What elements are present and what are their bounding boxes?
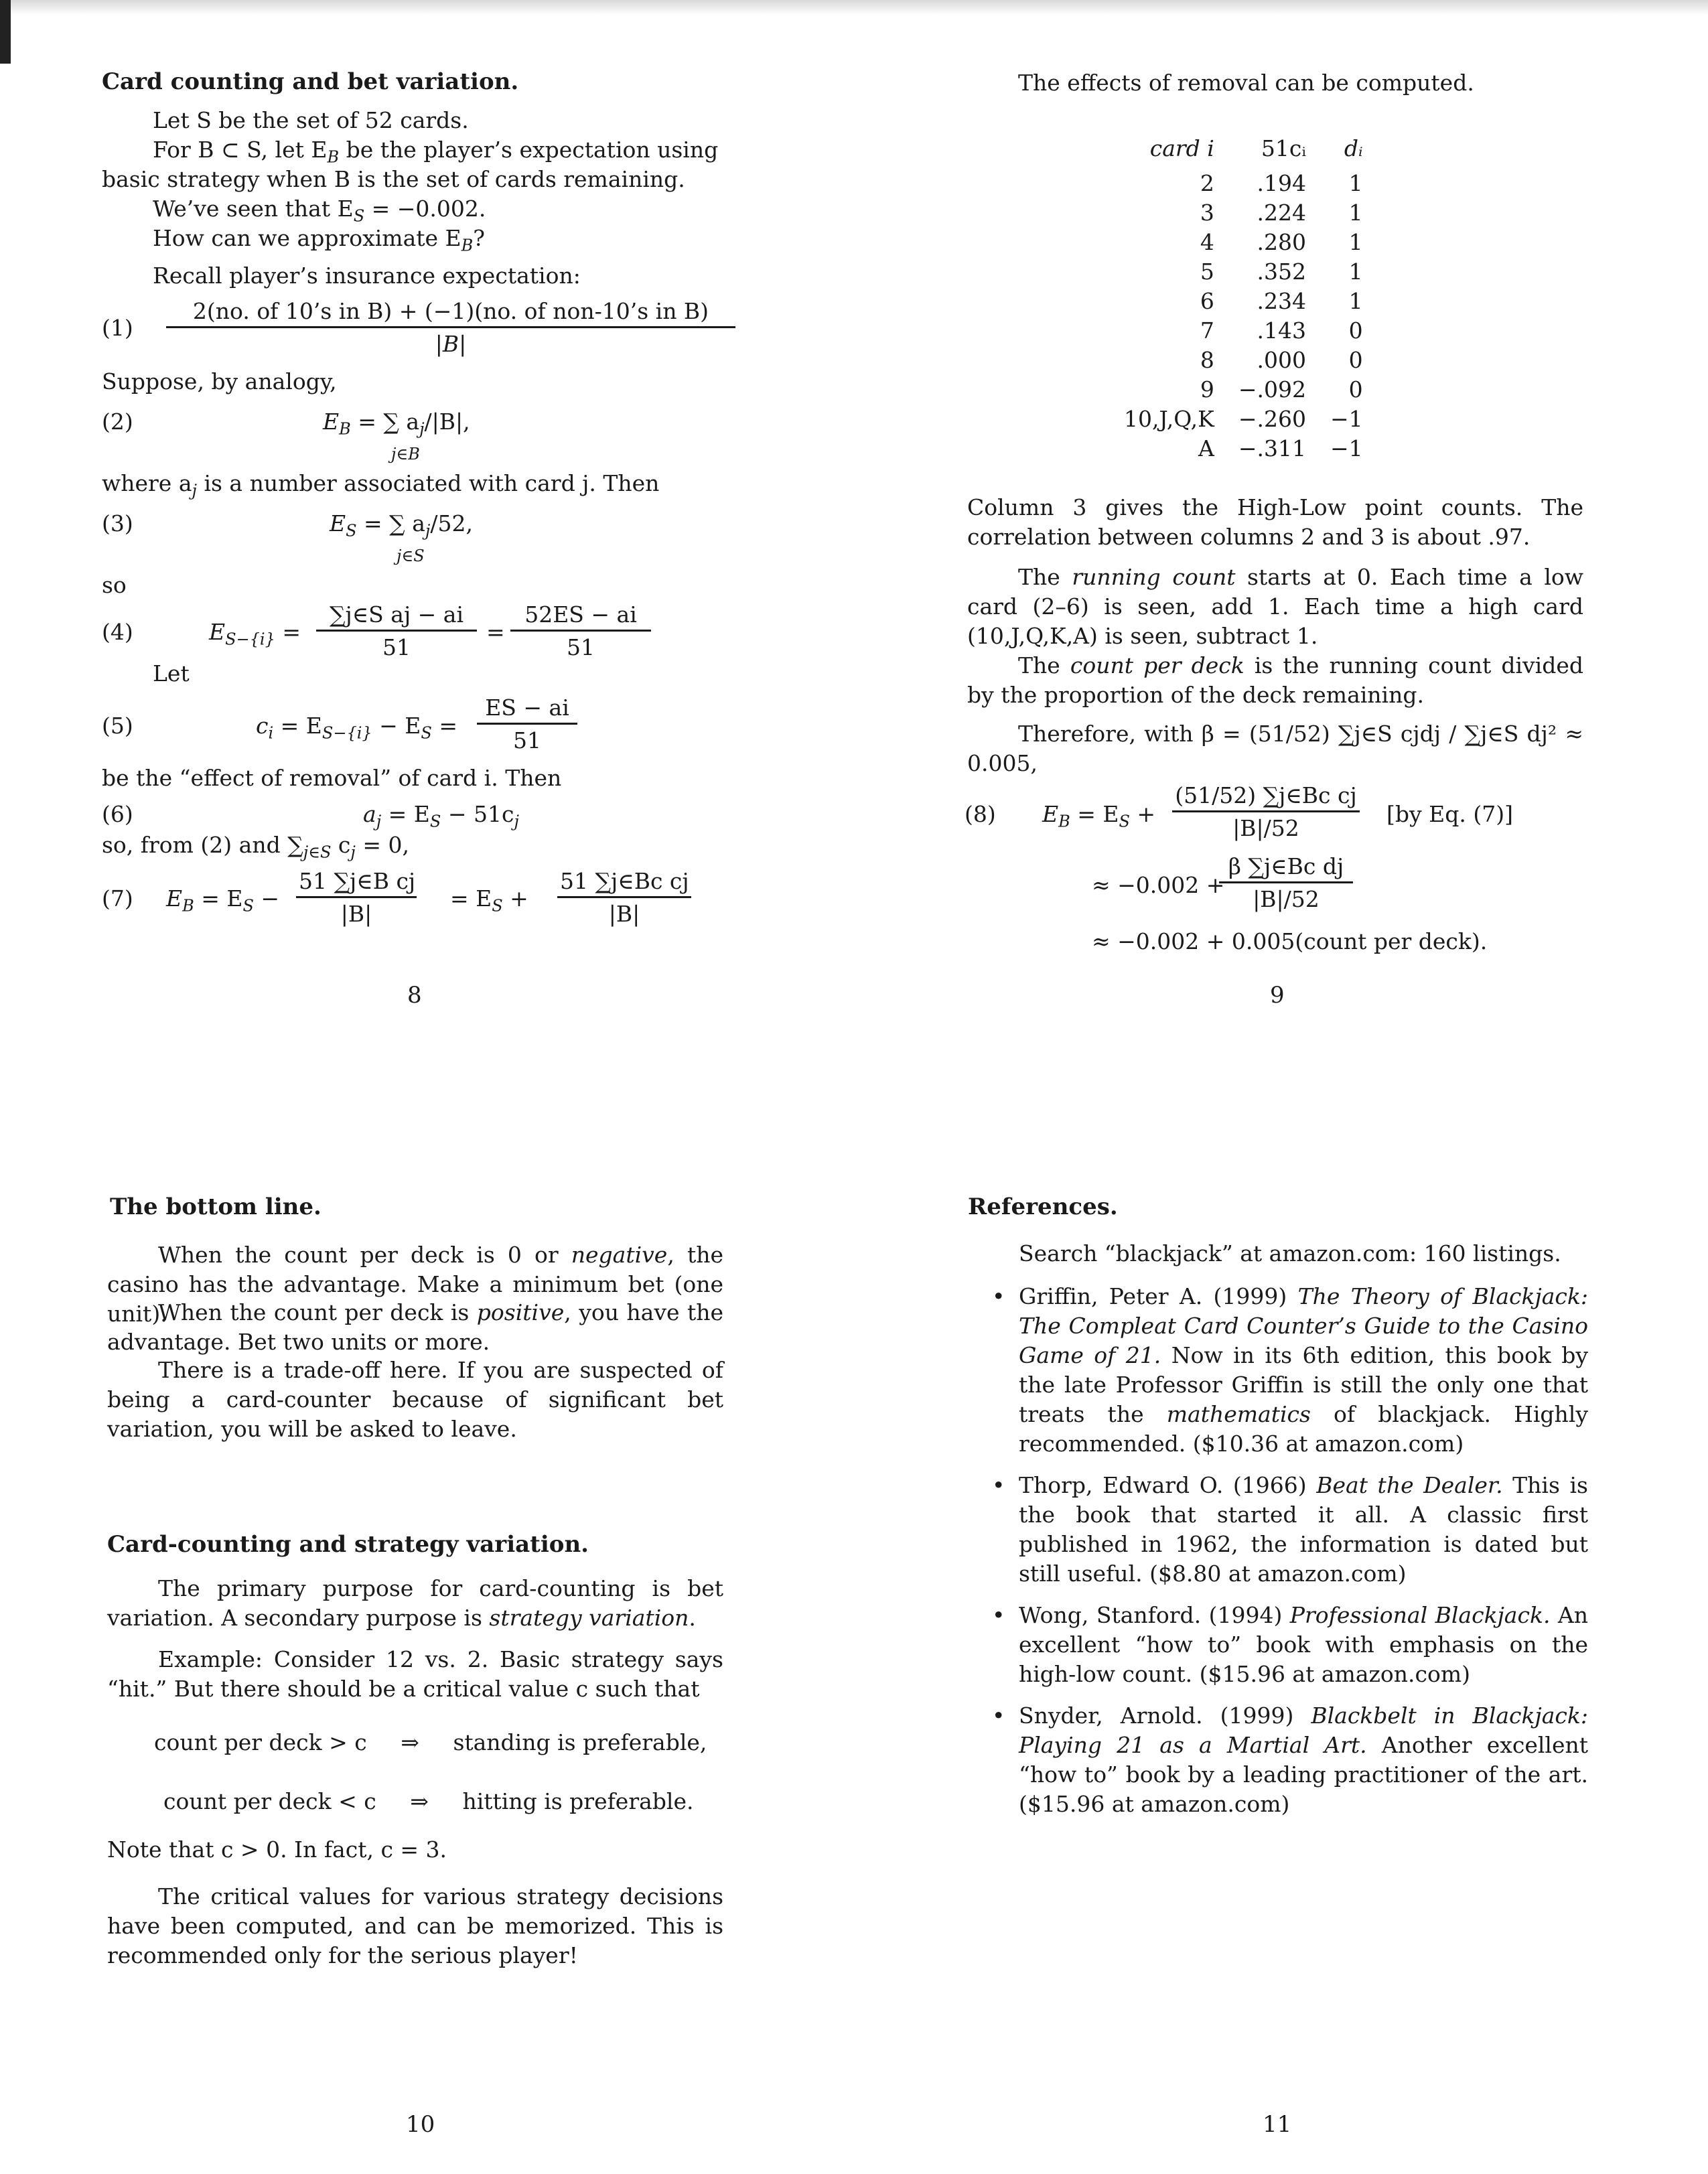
list-item: • Wong, Stanford. (1994) Professional Blackjack. An excellent “how to” book with emphasis on the high-low count. ($15.96 at amazon.com): [992, 1602, 1588, 1687]
bullet: •: [992, 1602, 1005, 1628]
text-line: so, from (2) and $\sum_{j\in S}$ $c_j = 0$,: [102, 832, 409, 862]
rule-line: count per deck < c ⇒ hitting is preferable.: [163, 1788, 694, 1814]
text-line: Let: [153, 660, 190, 686]
equation-8-line3: ≈ −0.002 + 0.005(count per deck).: [1092, 928, 1488, 954]
text-line: For B ⊂ S, let $E_B$ be the player’s expectation using: [153, 137, 719, 167]
paragraph: When the count per deck is 0 or negative, the casino has the advantage. Make a minimum bet (one unit).: [107, 1242, 723, 1327]
paragraph: The running count starts at 0. Each time a low card (2–6) is seen, add 1. Each time a high card (10,J,Q,K,A) is seen, subtract 1.: [967, 564, 1584, 649]
equation-4-fraction: $\frac{\text{∑j∈S aj − ai}}{51}$: [316, 600, 477, 662]
reference-list: [992, 1282, 1588, 1831]
text-line: Search “blackjack” at amazon.com: 160 listings.: [1019, 1240, 1561, 1266]
bullet: •: [992, 1702, 1005, 1729]
section-title: Card counting and bet variation.: [102, 68, 519, 95]
table-header: dᵢ: [1344, 135, 1363, 161]
text-line: We’ve seen that $E_S = -0.002$.: [153, 196, 486, 226]
table-row: 7 .143 0: [1200, 317, 1363, 344]
page-9: [965, 67, 1587, 1031]
table-row: 5 .352 1: [1200, 259, 1363, 285]
page-number: 9: [1270, 982, 1285, 1009]
page-8: [102, 67, 731, 1031]
paragraph: Column 3 gives the High-Low point counts. The correlation between columns 2 and 3 is about .97.: [967, 494, 1583, 550]
equation-2: $E_B$ = ∑ $a_j/|B|$,: [323, 409, 470, 439]
section-title: The bottom line.: [110, 1193, 322, 1220]
text-line: Suppose, by analogy,: [102, 368, 337, 394]
equation-8-line2: ≈ −0.002 +: [1092, 872, 1225, 898]
equation-7-mid: = $E_S$ +: [450, 885, 528, 916]
equation-number: (2): [102, 409, 133, 435]
sum-index: j∈S: [397, 547, 425, 565]
equation-8-lhs: $E_B = E_S$ +: [1042, 801, 1156, 831]
table-row: 9 −.092 0: [1200, 376, 1363, 403]
sum-index: j∈B: [391, 445, 420, 463]
equation-6: $a_j = E_S - 51c_j$: [363, 801, 519, 831]
table-row: 10,J,Q,K −.260 −1: [1124, 406, 1363, 432]
list-item: • Snyder, Arnold. (1999) Blackbelt in Blackjack: Playing 21 as a Martial Art. Another excellent “how to” book by a leading practitioner of the art. ($15.96 at amazon.com): [992, 1702, 1588, 1817]
equation-reference: [by Eq. (7)]: [1386, 801, 1513, 827]
text-line: be the “effect of removal” of card i. Then: [102, 765, 562, 791]
equation-5: $c_i = E_{S-\{i\}} - E_S$ =: [256, 713, 457, 743]
table-row: 6 .234 1: [1200, 288, 1363, 314]
equation-5-fraction: $\frac{ES - ai}{51}$: [477, 693, 577, 755]
bullet: •: [992, 1472, 1005, 1498]
paragraph: The count per deck is the running count divided by the proportion of the deck remaining.: [967, 652, 1583, 708]
equation-number: (5): [102, 713, 133, 739]
text-line: where $a_j$ is a number associated with card j. Then: [102, 470, 660, 500]
equation-number: (4): [102, 619, 133, 645]
table-row: 4 .280 1: [1200, 229, 1363, 255]
scan-edge-left: [0, 0, 11, 64]
equation-number: (8): [965, 801, 996, 827]
text-line: How can we approximate $E_B$?: [153, 225, 485, 255]
list-item: • Thorp, Edward O. (1966) Beat the Dealer. This is the book that started it all. A classic first published in 1962, the information is dated but still useful. ($8.80 at amazon.com): [992, 1472, 1588, 1587]
equation-1: 2(no. of 10’s in B) + (−1)(no. of non-10’s in B) |B|: [166, 297, 735, 359]
paragraph: When the count per deck is positive, you have the advantage. Bet two units or more.: [107, 1299, 723, 1355]
text-line: basic strategy when B is the set of cards remaining.: [102, 166, 685, 192]
table-header: card i: [1149, 135, 1214, 161]
equation-4-lhs: $E_{S-\{i\}}$ =: [209, 619, 301, 649]
page-10: [107, 1192, 737, 2138]
text-line: Recall player’s insurance expectation:: [153, 263, 581, 289]
equation-8-fraction: $\frac{\text{β ∑j∈Bc dj}}{|B|/52}$: [1219, 852, 1353, 914]
equation-number: (1): [102, 315, 133, 341]
paragraph: The critical values for various strategy decisions have been computed, and can be memorized. This is recommended only for the serious player!: [107, 1883, 723, 1968]
table-row: A −.311 −1: [1198, 435, 1363, 461]
table-row: 3 .224 1: [1200, 200, 1363, 226]
equation-number: (3): [102, 510, 133, 536]
paragraph: The primary purpose for card-counting is bet variation. A secondary purpose is strategy variation.: [107, 1575, 723, 1631]
page-number: 8: [407, 982, 422, 1009]
paragraph: There is a trade-off here. If you are suspected of being a card-counter because of significant bet variation, you will be asked to leave.: [107, 1357, 723, 1442]
equals-sign: =: [486, 619, 505, 645]
text-line: Note that c > 0. In fact, c = 3.: [107, 1836, 447, 1863]
table-header: 51cᵢ: [1261, 135, 1306, 161]
text-line: Let S be the set of 52 cards.: [153, 107, 469, 133]
equation-number: (6): [102, 801, 133, 827]
text-line: The effects of removal can be computed.: [1018, 70, 1474, 96]
effects-of-removal-table: [1112, 129, 1375, 463]
equation-7-lhs: $E_B = E_S$ −: [166, 885, 280, 916]
table-row: 8 .000 0: [1200, 347, 1363, 373]
equation-number: (7): [102, 885, 133, 912]
text-line: so: [102, 572, 127, 598]
section-title: References.: [968, 1193, 1118, 1220]
equation-3: $E_S$ = ∑ $a_j/52$,: [330, 510, 473, 540]
paragraph: Therefore, with β = (51/52) ∑j∈S cjdj / ∑j∈S dj² ≈ 0.005,: [967, 721, 1583, 776]
page-11: [968, 1192, 1591, 2138]
section-title: Card-counting and strategy variation.: [107, 1531, 589, 1558]
bullet: •: [992, 1283, 1005, 1309]
scan-edge-top: [0, 0, 1708, 15]
equation-7-fraction: $\frac{\text{51 ∑j∈Bc cj}}{|B|}$: [557, 867, 691, 929]
equation-4-fraction: $\frac{52ES - ai}{51}$: [510, 600, 651, 662]
page-number: 11: [1263, 2111, 1292, 2138]
equation-8-fraction: $\frac{\text{(51/52) ∑j∈Bc cj}}{|B|/52}$: [1172, 781, 1360, 843]
table-row: 2 .194 1: [1200, 170, 1363, 196]
paragraph: Example: Consider 12 vs. 2. Basic strategy says “hit.” But there should be a critical value c such that: [107, 1646, 723, 1702]
page-number: 10: [406, 2111, 435, 2138]
rule-line: count per deck > c ⇒ standing is preferable,: [154, 1729, 707, 1755]
equation-7-fraction: $\frac{\text{51 ∑j∈B cj}}{|B|}$: [296, 867, 417, 929]
list-item: • Griffin, Peter A. (1999) The Theory of Blackjack: The Compleat Card Counter’s Guide to the Casino Game of 21. Now in its 6th edition, this book by the late Professor Griffin is still the only one that treats the mathematics of blackjack. Highly recommended. ($10.36 at amazon.com): [992, 1283, 1588, 1457]
